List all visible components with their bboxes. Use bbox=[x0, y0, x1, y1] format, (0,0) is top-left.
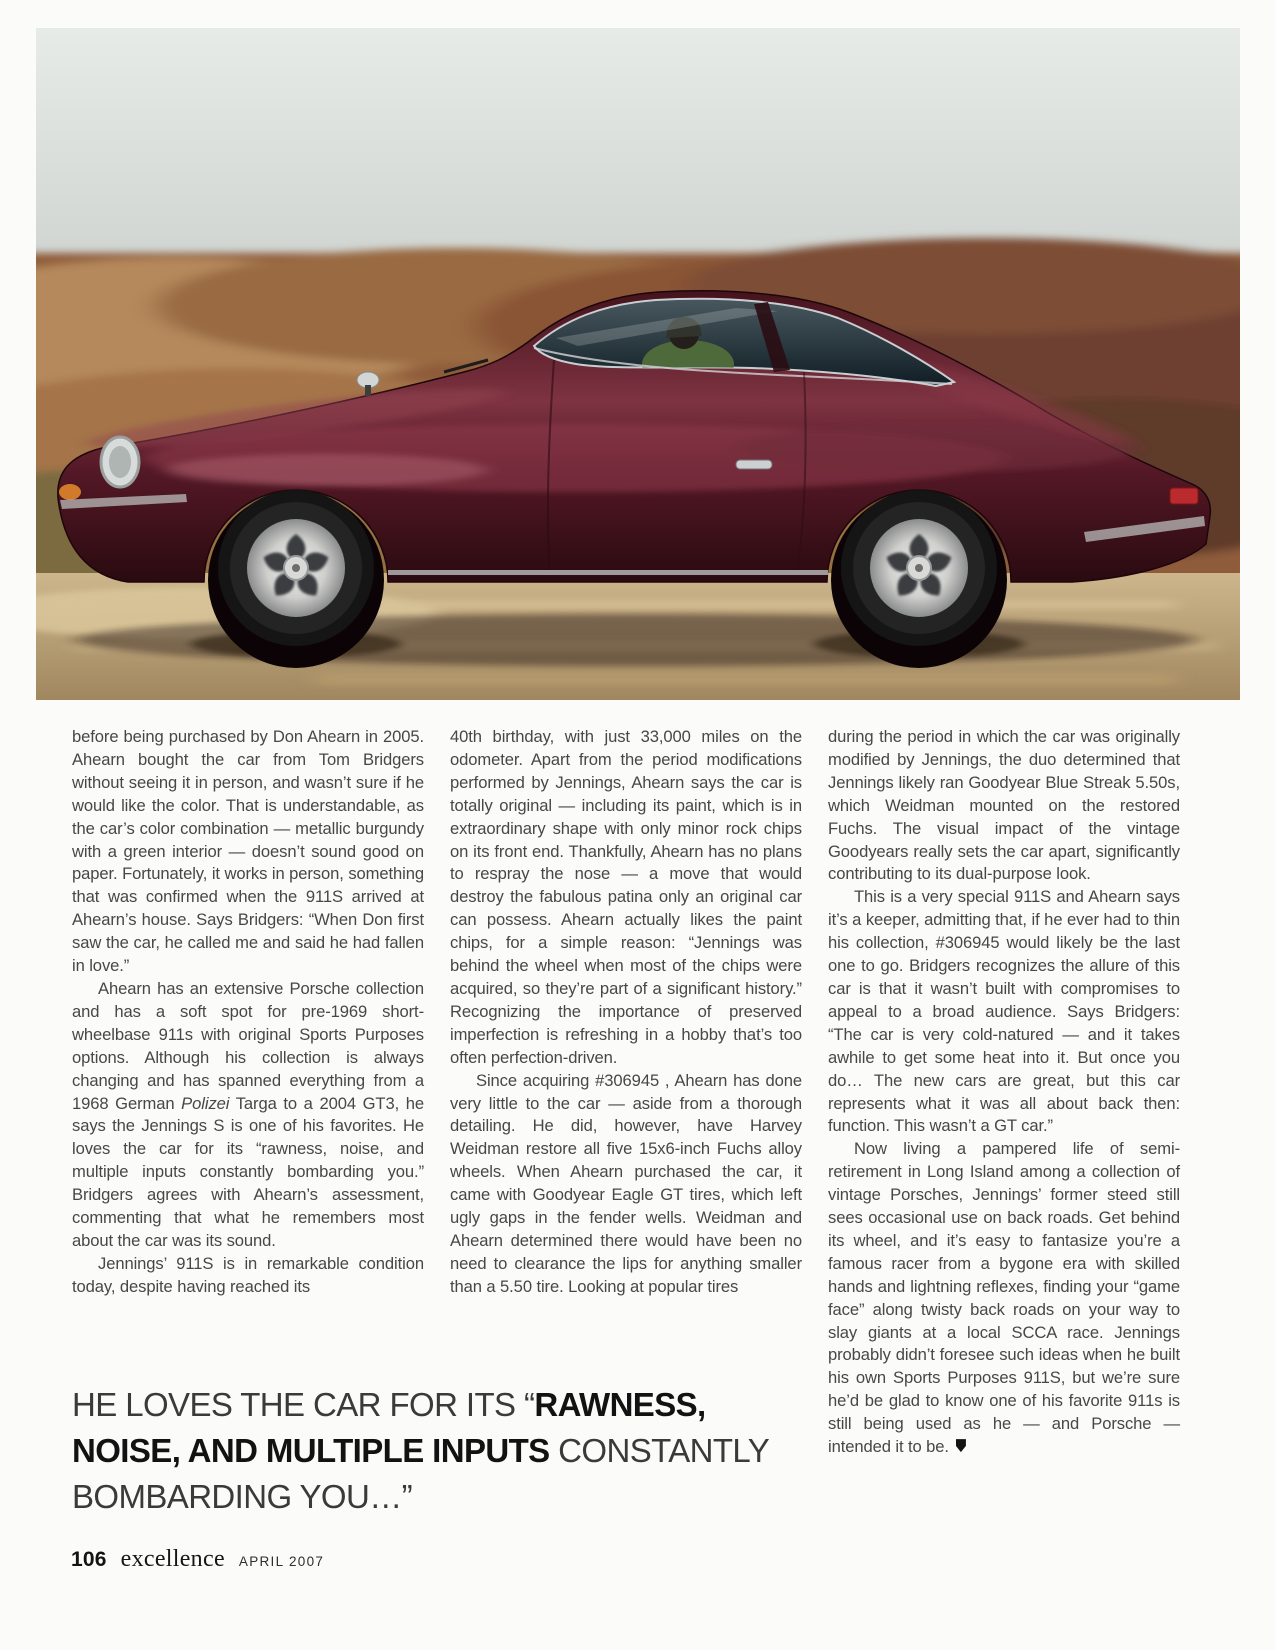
pull-quote-text: CONSTANTLY bbox=[549, 1432, 770, 1469]
page-number: 106 bbox=[71, 1548, 107, 1571]
italic-word: Polizei bbox=[181, 1093, 230, 1113]
page-footer bbox=[71, 1546, 324, 1573]
rear-wheel bbox=[841, 490, 997, 646]
front-wheel bbox=[218, 490, 374, 646]
magazine-name: excellence bbox=[120, 1546, 225, 1572]
pull-quote-emphasis: RAWNESS, bbox=[534, 1386, 706, 1423]
car-photo-illustration bbox=[36, 28, 1240, 700]
paragraph: This is a very special 911S and Ahearn says it’s a keeper, admitting that, if he ever had to thin his collection, #306945 would likely be the last one to go. Bridgers recognizes the allure of this car is that it wasn’t built with compromises to appeal to a broad audience. Says Bridgers: “The car is very cold-natured — and it takes awhile to get some heat into it. But once you do… The new cars are great, but this car represents what it was all about back then: function. This wasn’t a GT car.” bbox=[828, 887, 1180, 1136]
pull-quote-line bbox=[72, 1382, 772, 1428]
rocker-chrome-trim bbox=[388, 570, 828, 575]
front-turn-signal bbox=[59, 484, 81, 500]
pull-quote-text: HE LOVES THE CAR FOR ITS “ bbox=[72, 1386, 535, 1423]
paragraph: Jennings’ 911S is in remarkable condition today, despite having reached its bbox=[72, 1253, 424, 1296]
article-column-2 bbox=[450, 726, 802, 1459]
tail-lamp bbox=[1170, 488, 1198, 504]
paragraph: during the period in which the car was originally modified by Jennings, the duo determined that Jennings likely ran Goodyear Blue Streak 5.50s, which Weidman mounted on the restored Fuchs. The visual impact of the vintage Goodyears really sets the car apart, significantly contributing to its dual-purpose look. bbox=[828, 727, 1180, 884]
paragraph-text: Now living a pampered life of semi-retirement in Long Island among a collection of vintage Porsches, Jennings’ former steed still sees occasional use on back roads. Get behind its wheel, and it’s easy to fantasize you’re a famous racer from a bygone era with skilled hands and lightning reflexes, finding your “game face” along twisty back roads on your way to slay giants at a local SCCA race. Jennings probably didn’t foresee such ideas when he built his own Sports Purposes 911S, but we’re sure he’d be glad to know one of his favorite 911s is still being used as he — and Porsche — intended it to be. bbox=[828, 1139, 1180, 1457]
issue-date: APRIL 2007 bbox=[238, 1554, 325, 1569]
article-column-3 bbox=[828, 726, 1180, 1459]
car-photo bbox=[36, 28, 1240, 700]
paragraph: before being purchased by Don Ahearn in 2005. Ahearn bought the car from Tom Bridgers without seeing it in person, and wasn’t sure if he would like the color. That is understandable, as the car’s color combination — metallic burgundy with a green interior — doesn’t sound good on paper. Fortunately, it works in person, something that was confirmed when the 911S arrived at Ahearn’s house. Says Bridgers: “When Don first saw the car, he called me and said he had fallen in love.” bbox=[72, 727, 424, 976]
paragraph bbox=[72, 978, 424, 1253]
pull-quote bbox=[72, 1382, 772, 1520]
pull-quote-emphasis: NOISE, AND MULTIPLE INPUTS bbox=[72, 1432, 550, 1469]
paragraph bbox=[828, 1138, 1180, 1459]
headlight-lens bbox=[109, 446, 131, 478]
paragraph: Since acquiring #306945 , Ahearn has done very little to the car — aside from a thorough detailing. He did, however, have Harvey Weidman restore all five 15x6-inch Fuchs alloy wheels. When Ahearn purchased the car, it came with Goodyear Eagle GT tires, which left ugly gaps in the fender wells. Weidman and Ahearn determined there would have been no need to clearance the lips for anything smaller than a 5.50 tire. Looking at popular tires bbox=[450, 1070, 802, 1296]
end-of-article-mark bbox=[956, 1439, 966, 1452]
pull-quote-line bbox=[72, 1428, 772, 1474]
pull-quote-text: BOMBARDING YOU…” bbox=[72, 1478, 412, 1515]
article-body bbox=[72, 726, 1180, 1459]
door-handle bbox=[736, 460, 772, 469]
article-column-1 bbox=[72, 726, 424, 1459]
paragraph-text: Ahearn has an extensive Porsche collection and has a soft spot for pre-1969 short-wheelbase 911s with original Sports Purposes options. Although his collection is always changing and has spanned everything from a 1968 German bbox=[72, 978, 424, 1113]
paragraph-text: Targa to a 2004 GT3, he says the Jennings S is one of his favorites. He loves the car for its “rawness, noise, and multiple inputs constantly bombarding you.” Bridgers agrees with Ahearn’s assessment, commenting that what he remembers most about the car was its sound. bbox=[72, 1093, 424, 1250]
paragraph: 40th birthday, with just 33,000 miles on the odometer. Apart from the period modifications performed by Jennings, Ahearn says the car is totally original — including its paint, which is in extraordinary shape with only minor rock chips on its front end. Thankfully, Ahearn has no plans to respray the nose — a move that would destroy the fabulous patina only an original car can possess. Ahearn actually likes the paint chips, for a simple reason: “Jennings was behind the wheel when most of the chips were acquired, so they’re part of a significant history.” Recognizing the importance of preserved imperfection is refreshing in a hobby that’s too often perfection-driven. bbox=[450, 727, 802, 1067]
pull-quote-line bbox=[72, 1474, 772, 1520]
fender-mirror-stem bbox=[365, 385, 371, 396]
